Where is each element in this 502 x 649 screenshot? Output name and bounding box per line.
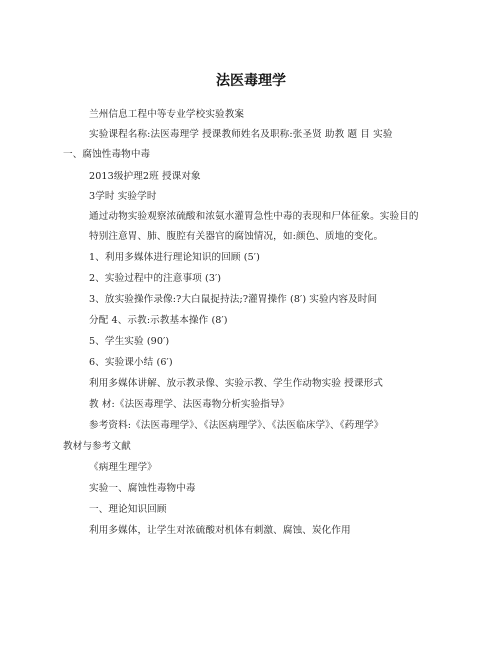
text-line-course-name: 实验课程名称:法医毒理学 授课教师姓名及职称:张圣贤 助教 题 目 实验	[89, 129, 393, 140]
text-line-step-6: 6、实验课小结 (6′)	[89, 357, 173, 368]
text-line-objective: 通过动物实验观察浓硫酸和浓氨水灌胃急性中毒的表现和尸体征象。实验目的	[89, 211, 419, 222]
text-line-step-3: 3、放实验操作录像:?大白鼠捉持法;?灌胃操作 (8′) 实验内容及时间	[89, 294, 378, 305]
text-line-audience: 2013级护理2班 授课对象	[89, 171, 201, 182]
text-line-step-5: 5、学生实验 (90′)	[89, 336, 170, 347]
text-line-references-heading: 教材与参考文献	[63, 441, 131, 452]
text-line-experiment-title: 一、腐蚀性毒物中毒	[63, 149, 151, 160]
text-line-hours: 3学时 实验学时	[89, 191, 157, 202]
text-line-objective-cont: 特别注意胃、肺、腹腔有关器官的腐蚀情况，如:颜色、质地的变化。	[89, 231, 384, 242]
text-line-experiment-one: 实验一、腐蚀性毒物中毒	[89, 483, 196, 494]
text-line-teaching-format: 利用多媒体讲解、放示教录像、实验示教、学生作动物实验 授课形式	[89, 378, 383, 389]
text-line-step-2: 2、实验过程中的注意事项 (3′)	[89, 273, 222, 284]
text-line-references: 参考资料:《法医毒理学》、《法医病理学》、《法医临床学》、《药理学》	[89, 420, 384, 431]
text-line-step-4: 分配 4、示教:示教基本操作 (8′)	[89, 315, 228, 326]
text-line-review-content: 利用多媒体，让学生对浓硫酸对机体有刺激、腐蚀、炭化作用	[89, 525, 351, 536]
text-line-review-heading: 一、理论知识回顾	[89, 504, 167, 515]
text-line-pathophysiology: 《病理生理学》	[89, 462, 157, 473]
text-line-textbook: 教 材:《法医毒理学、法医毒物分析实验指导》	[89, 399, 290, 410]
text-line-step-1: 1、利用多媒体进行理论知识的回顾 (5′)	[89, 252, 260, 263]
text-line-school: 兰州信息工程中等专业学校实验教案	[89, 109, 245, 120]
document-title: 法医毒理学	[216, 73, 286, 89]
